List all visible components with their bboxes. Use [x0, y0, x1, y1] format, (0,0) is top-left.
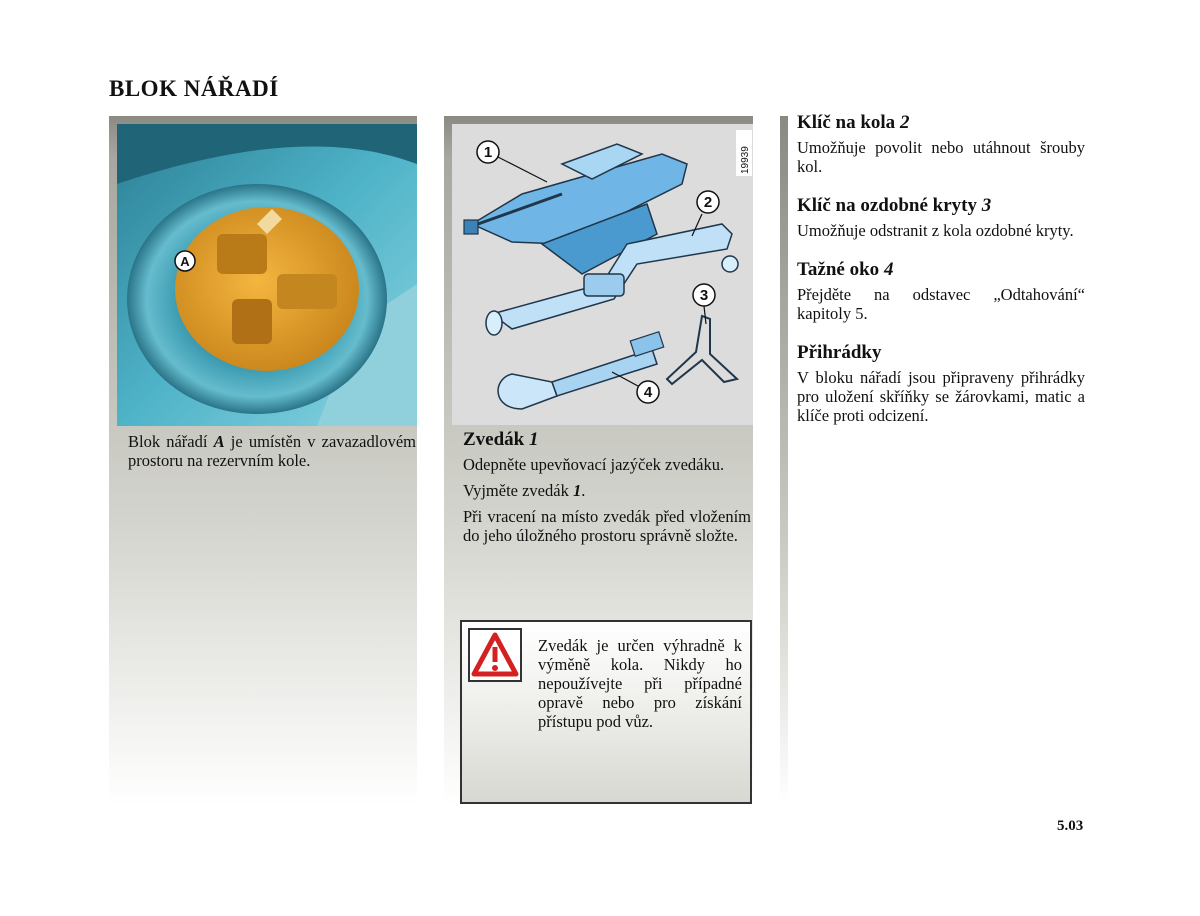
warning-triangle-icon — [468, 628, 522, 682]
tools-illustration — [452, 124, 753, 425]
right-column — [797, 113, 1085, 425]
figure-code: 19939 — [740, 146, 751, 174]
callout-4: 4 — [643, 384, 653, 401]
warning-box — [460, 620, 752, 804]
section-wheel-wrench: Klíč na kola 2 Umožňuje povolit nebo utáhnout šrouby kol. — [797, 112, 1085, 176]
spare-wheel-photo — [117, 124, 417, 426]
section-compartments: Přihrádky V bloku nářadí jsou připraveny přihrádky pro uložení skříňky se žárovkami, matic a klíče proti odcizení. — [797, 342, 1085, 425]
jack-para-1: Odepněte upevňovací jazýček zvedáku. — [463, 455, 725, 474]
right-column-bar — [780, 116, 788, 806]
callout-1: 1 — [483, 144, 493, 161]
page-number: 5.03 — [1057, 818, 1084, 834]
page-title: BLOK NÁŘADÍ — [109, 76, 279, 101]
spare-wheel-illustration — [117, 124, 417, 426]
callout-3: 3 — [699, 287, 709, 304]
tools-figure — [452, 124, 753, 425]
jack-para-2: Vyjměte zvedák 1. — [463, 481, 586, 500]
section-cap-key: Klíč na ozdobné kryty 3 Umožňuje odstranit z kola ozdobné kryty. — [797, 195, 1074, 240]
jack-section — [463, 430, 751, 552]
warning-text: Zvedák je určen výhradně k výměně kola. Nikdy ho nepoužívejte při případné opravě nebo pro získání přístupu pod vůz. — [538, 636, 742, 731]
jack-heading: Zvedák 1 — [463, 429, 539, 450]
callout-2: 2 — [703, 194, 713, 211]
photo-label-a: A — [180, 254, 190, 269]
jack-para-3: Při vracení na místo zvedák před vložením do jeho úložného prostoru správně složte. — [463, 507, 751, 545]
section-tow-eye: Tažné oko 4 Přejděte na odstavec „Odtahování“ kapitoly 5. — [797, 259, 1085, 323]
wheel-caption: Blok nářadí A je umístěn v zavazadlovém prostoru na rezervním kole. — [128, 432, 416, 470]
